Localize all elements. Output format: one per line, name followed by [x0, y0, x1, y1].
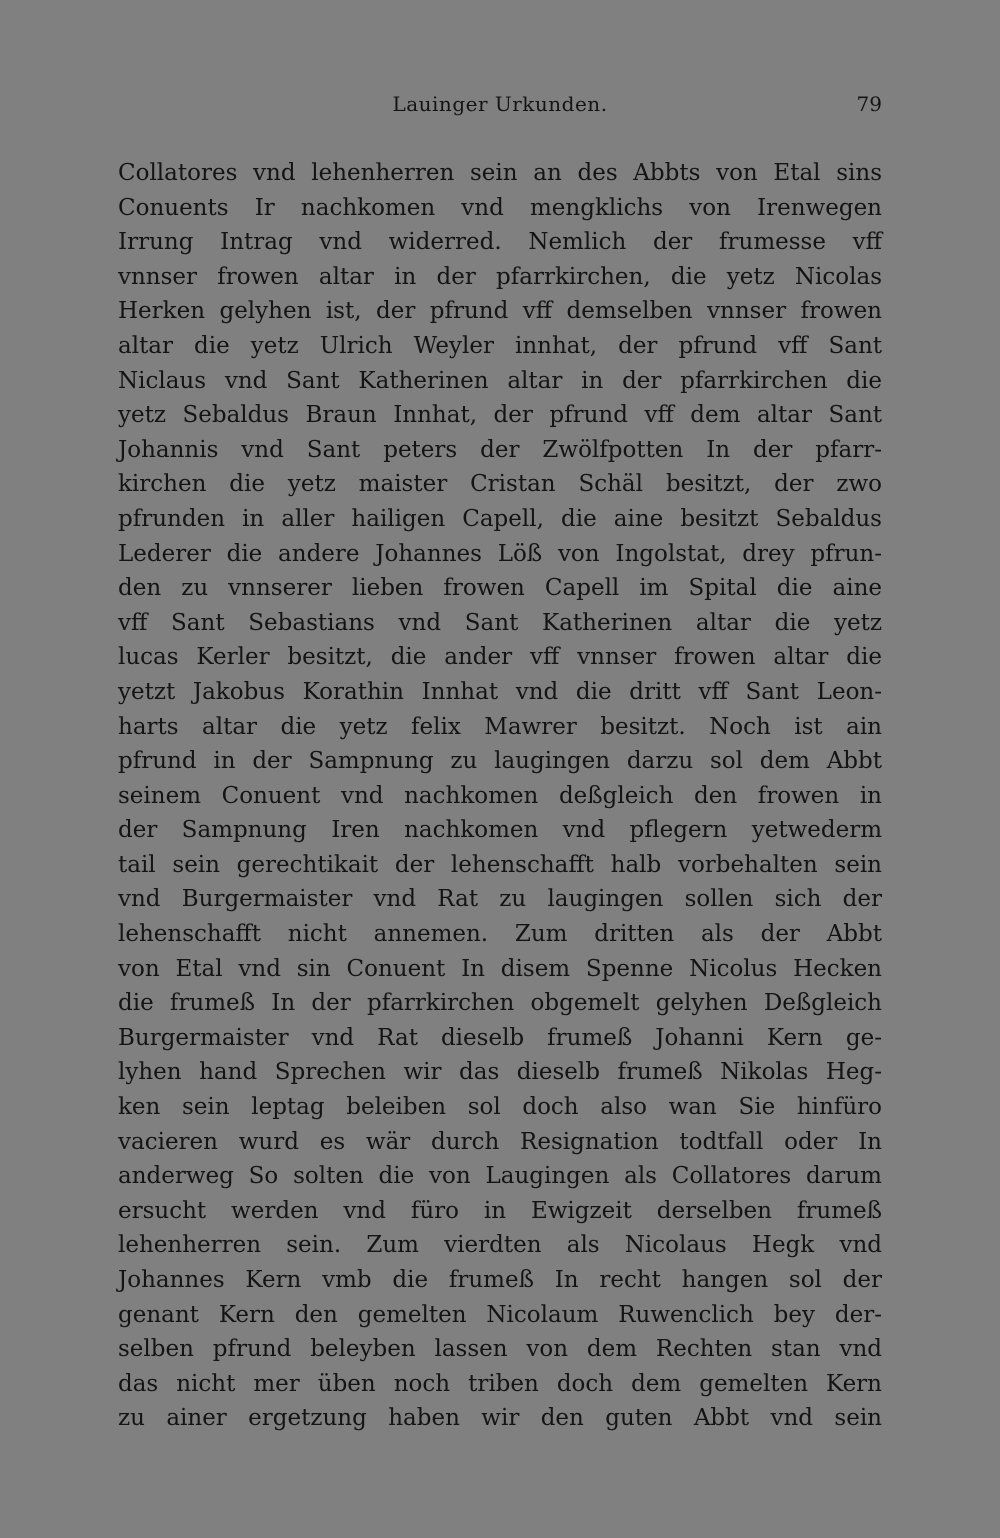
text-line: ersucht werden vnd füro in Ewigzeit derselben frumeß [118, 1197, 882, 1224]
text-line: genant Kern den gemelten Nicolaum Ruwenclich bey der- [118, 1301, 882, 1328]
text-line: lyhen hand Sprechen wir das dieselb frumeß Nikolas Heg- [118, 1059, 882, 1086]
text-line: Herken gelyhen ist, der pfrund vff demselben vnnser frowen [118, 298, 882, 325]
text-line: seinem Conuent vnd nachkomen deßgleich den frowen in [118, 782, 882, 809]
text-line: vnnser frowen altar in der pfarrkirchen, die yetz Nicolas [118, 263, 882, 290]
page-number: 79 [856, 92, 882, 116]
text-line: vff Sant Sebastians vnd Sant Katherinen altar die yetz [118, 609, 882, 636]
text-line: yetz Sebaldus Braun Innhat, der pfrund vff dem altar Sant [118, 402, 882, 429]
text-line: die frumeß In der pfarrkirchen obgemelt gelyhen Deßgleich [118, 990, 882, 1017]
text-line: Irrung Intrag vnd widerred. Nemlich der frumesse vff [118, 229, 882, 256]
text-line: Johannes Kern vmb die frumeß In recht hangen sol der [118, 1267, 882, 1293]
text-line: Johannis vnd Sant peters der Zwölfpotten In der pfarr- [118, 436, 882, 463]
text-line: pfrunden in aller hailigen Capell, die aine besitzt Sebaldus [118, 505, 882, 532]
text-line: yetzt Jakobus Korathin Innhat vnd die dritt vff Sant Leon- [118, 678, 882, 705]
text-line: Burgermaister vnd Rat dieselb frumeß Johanni Kern ge- [118, 1024, 882, 1051]
text-line: harts altar die yetz felix Mawrer besitzt. Noch ist ain [118, 713, 882, 740]
text-line: Conuents Ir nachkomen vnd mengklichs von Irenwegen [118, 194, 882, 221]
text-line: der Sampnung Iren nachkomen vnd pflegern yetwederm [118, 817, 882, 844]
text-line: pfrund in der Sampnung zu laugingen darzu sol dem Abbt [118, 748, 882, 775]
text-line: vacieren wurd es wär durch Resignation todtfall oder In [118, 1128, 882, 1155]
text-line: altar die yetz Ulrich Weyler innhat, der pfrund vff Sant [118, 332, 882, 359]
text-line: zu ainer ergetzung haben wir den guten Abbt vnd sein [118, 1405, 882, 1432]
running-title: Lauinger Urkunden. [392, 92, 608, 116]
text-line: lucas Kerler besitzt, die ander vff vnnser frowen altar die [118, 644, 882, 671]
text-line: lehenherren sein. Zum vierdten als Nicolaus Hegk vnd [118, 1232, 882, 1259]
running-header [118, 92, 882, 124]
text-line: das nicht mer üben noch triben doch dem gemelten Kern [118, 1370, 882, 1397]
text-line: kirchen die yetz maister Cristan Schäl besitzt, der zwo [118, 471, 882, 498]
text-line: von Etal vnd sin Conuent In disem Spenne Nicolus Hecken [118, 955, 882, 982]
body-text [118, 156, 882, 1436]
text-line: lehenschafft nicht annemen. Zum dritten als der Abbt [118, 921, 882, 948]
text-line: ken sein leptag beleiben sol doch also wan Sie hinfüro [118, 1094, 882, 1121]
text-line: tail sein gerechtikait der lehenschafft halb vorbehalten sein [118, 851, 882, 878]
text-line: selben pfrund beleyben lassen von dem Rechten stan vnd [118, 1336, 882, 1363]
text-line: den zu vnnserer lieben frowen Capell im Spital die aine [118, 575, 882, 602]
text-line: Niclaus vnd Sant Katherinen altar in der pfarrkirchen die [118, 367, 882, 394]
text-line: vnd Burgermaister vnd Rat zu laugingen sollen sich der [118, 886, 882, 913]
text-line: Collatores vnd lehenherren sein an des Abbts von Etal sins [118, 160, 882, 186]
text-line: anderweg So solten die von Laugingen als Collatores darum [118, 1163, 882, 1190]
text-line: Lederer die andere Johannes Löß von Ingolstat, drey pfrun- [118, 540, 882, 567]
